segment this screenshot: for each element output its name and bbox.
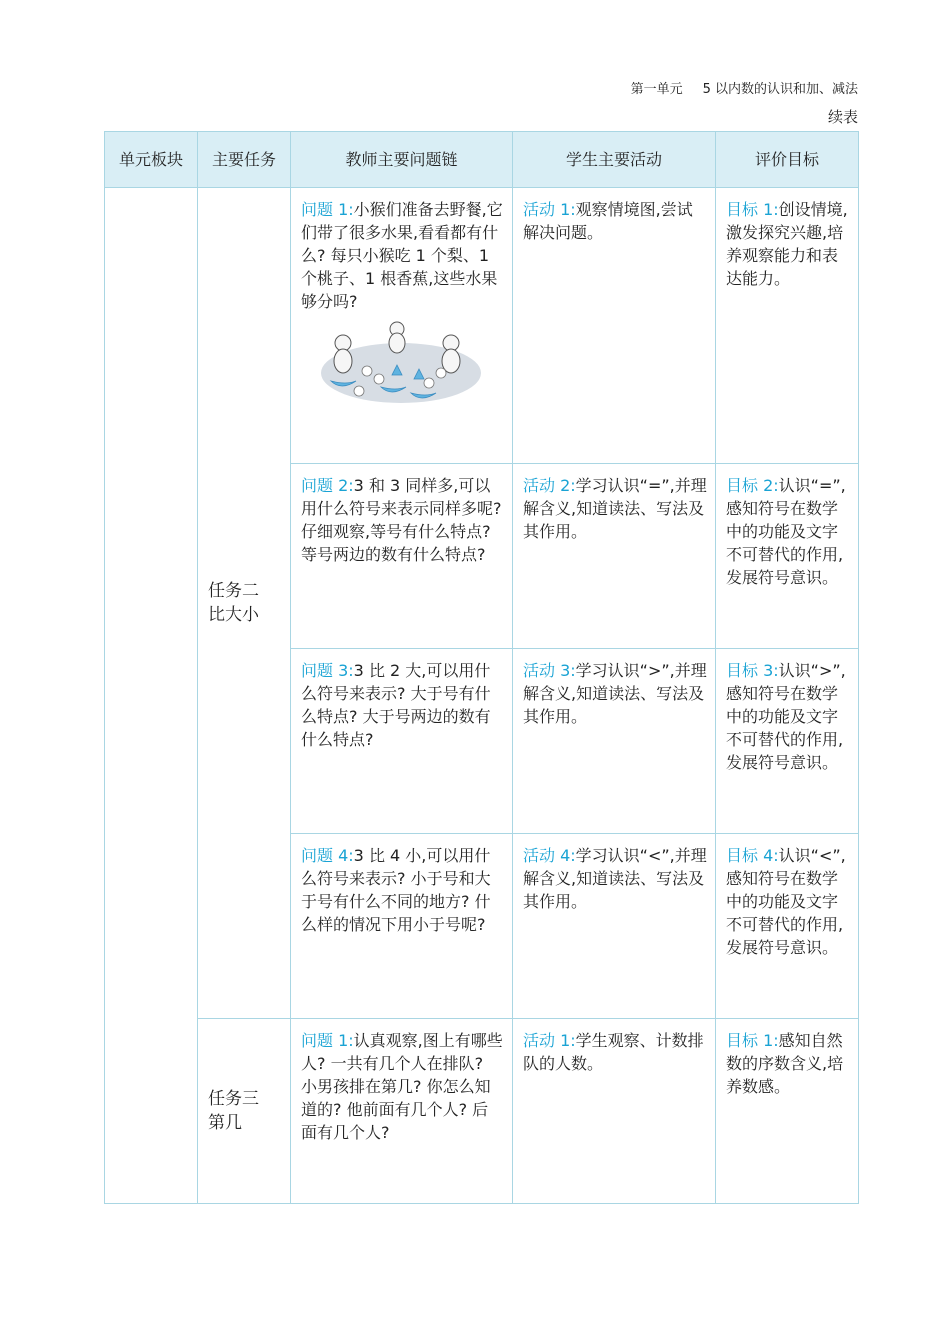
activity-label: 活动 1:: [523, 1031, 576, 1050]
activity-cell: [513, 649, 716, 834]
page-header: [631, 78, 858, 97]
task-name: 任务三 第几: [208, 1089, 259, 1133]
task-cell: [198, 1019, 291, 1204]
goal-text: 认识“>”,感知符号在数学中的功能及文字不可替代的作用,发展符号意识。: [726, 661, 846, 772]
goal-text: 认识“=”,感知符号在数学中的功能及文字不可替代的作用,发展符号意识。: [726, 476, 846, 587]
goal-cell: [716, 464, 859, 649]
activity-text: 学习认识“=”,并理解含义,知道读法、写法及其作用。: [523, 476, 707, 541]
task-cell: [198, 188, 291, 1019]
goal-label: 目标 3:: [726, 661, 779, 680]
activity-cell: [513, 1019, 716, 1204]
activity-label: 活动 4:: [523, 846, 576, 865]
activity-cell: [513, 188, 716, 464]
goal-label: 目标 2:: [726, 476, 779, 495]
goal-text: 认识“<”,感知符号在数学中的功能及文字不可替代的作用,发展符号意识。: [726, 846, 846, 957]
monkey-picnic-illustration: [301, 321, 501, 416]
activity-text: 学生观察、计数排队的人数。: [523, 1031, 704, 1073]
activity-text: 观察情境图,尝试解决问题。: [523, 200, 693, 242]
lesson-title: 5 以内数的认识和加、减法: [702, 82, 858, 97]
unit-block-cell: [105, 188, 198, 1204]
column-header: 教师主要问题链: [291, 132, 513, 188]
unit-name: 第一单元: [630, 82, 683, 97]
task-name: 任务二 比大小: [208, 581, 259, 625]
question-cell: [291, 834, 513, 1019]
question-cell: [291, 188, 513, 464]
question-cell: [291, 649, 513, 834]
lesson-plan-table: [104, 131, 859, 1204]
column-header: 评价目标: [716, 132, 859, 188]
question-text: 认真观察,图上有哪些人? 一共有几个人在排队? 小男孩排在第几? 你怎么知道的? 他前面有几个人? 后面有几个人?: [301, 1031, 503, 1142]
continued-label: 续表: [827, 108, 858, 126]
goal-cell: [716, 188, 859, 464]
activity-cell: [513, 464, 716, 649]
question-label: 问题 3:: [301, 661, 354, 680]
goal-text: 创设情境,激发探究兴趣,培养观察能力和表达能力。: [726, 200, 848, 288]
column-header: 单元板块: [105, 132, 198, 188]
activity-cell: [513, 834, 716, 1019]
question-label: 问题 4:: [301, 846, 354, 865]
goal-label: 目标 1:: [726, 1031, 779, 1050]
goal-cell: [716, 649, 859, 834]
question-cell: [291, 464, 513, 649]
goal-cell: [716, 1019, 859, 1204]
goal-cell: [716, 834, 859, 1019]
activity-text: 学习认识“<”,并理解含义,知道读法、写法及其作用。: [523, 846, 707, 911]
goal-label: 目标 1:: [726, 200, 779, 219]
question-text: 小猴们准备去野餐,它们带了很多水果,看看都有什么? 每只小猴吃 1 个梨、1 个桃子、1 根香蕉,这些水果够分吗?: [301, 200, 503, 311]
question-label: 问题 1:: [301, 200, 354, 219]
activity-label: 活动 3:: [523, 661, 576, 680]
goal-text: 感知自然数的序数含义,培养数感。: [726, 1031, 844, 1096]
question-text: 3 比 4 小,可以用什么符号来表示? 小于号和大于号有什么不同的地方? 什么样的情况下用小于号呢?: [301, 846, 491, 934]
table-row: [105, 1019, 859, 1204]
question-text: 3 比 2 大,可以用什么符号来表示? 大于号有什么特点? 大于号两边的数有什么特点?: [301, 661, 491, 749]
question-text: 3 和 3 同样多,可以用什么符号来表示同样多呢? 仔细观察,等号有什么特点? 等号两边的数有什么特点?: [301, 476, 502, 564]
question-cell: [291, 1019, 513, 1204]
question-label: 问题 1:: [301, 1031, 354, 1050]
activity-text: 学习认识“>”,并理解含义,知道读法、写法及其作用。: [523, 661, 707, 726]
question-label: 问题 2:: [301, 476, 354, 495]
column-header: 主要任务: [198, 132, 291, 188]
goal-label: 目标 4:: [726, 846, 779, 865]
column-header: 学生主要活动: [513, 132, 716, 188]
activity-label: 活动 2:: [523, 476, 576, 495]
table-row: [105, 188, 859, 464]
activity-label: 活动 1:: [523, 200, 576, 219]
table-header-row: [105, 132, 859, 188]
